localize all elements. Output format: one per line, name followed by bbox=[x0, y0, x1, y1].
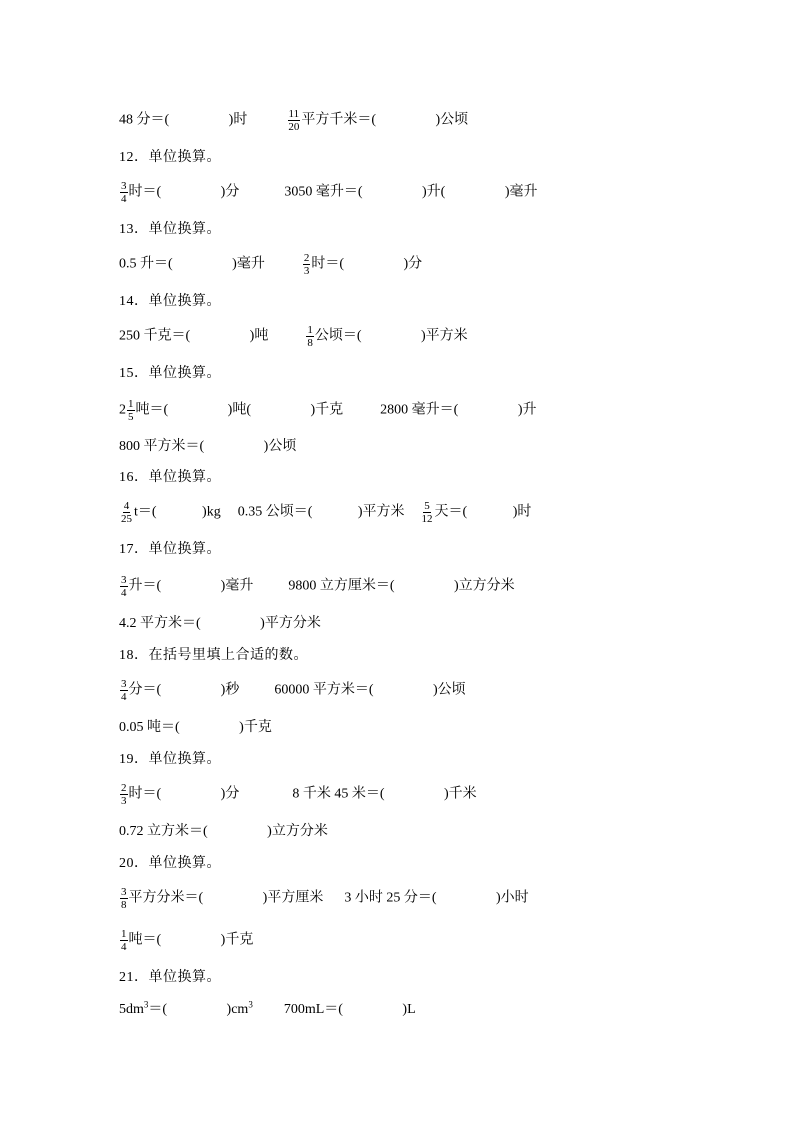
line-text: 700mL＝( )L bbox=[283, 1002, 416, 1017]
line-text: 时＝( )分 bbox=[128, 786, 240, 802]
line-text: 48 分＝( )时 bbox=[119, 112, 248, 128]
question-heading: 15．单位换算。 bbox=[119, 366, 221, 381]
question-heading: 12．单位换算。 bbox=[119, 150, 221, 165]
exercise-line bbox=[119, 398, 536, 423]
line-text: 平方千米＝( )公顷 bbox=[301, 112, 469, 128]
fraction: $\frac{3}{4}$ bbox=[121, 678, 127, 703]
line-text: 0.5 升＝( )毫升 bbox=[119, 256, 265, 272]
fraction: $\frac{2}{3}$ bbox=[303, 252, 310, 277]
fraction: $\frac{1}{5}$ bbox=[128, 398, 134, 423]
fraction: $\frac{2}{3}$ bbox=[121, 782, 127, 807]
exercise-line bbox=[119, 252, 422, 277]
question-heading: 18．在括号里填上合适的数。 bbox=[119, 648, 308, 663]
line-text: 吨＝( )吨( )千克 bbox=[135, 402, 344, 418]
question-heading: 16．单位换算。 bbox=[119, 470, 221, 485]
line-text: 分＝( )秒 bbox=[128, 682, 240, 698]
line-text: 升＝( )毫升 bbox=[128, 578, 254, 594]
exercise-line bbox=[119, 998, 416, 1018]
exercise-line: 0.72 立方米＝( )立方分米 bbox=[119, 824, 328, 839]
fraction: $\frac{3}{4}$ bbox=[121, 180, 127, 205]
line-text: 60000 平方米＝( )公顷 bbox=[274, 682, 466, 698]
fraction: $\frac{3}{8}$ bbox=[121, 886, 127, 911]
line-text: 5dm bbox=[119, 1002, 144, 1017]
mixed-number-whole: 2 bbox=[119, 402, 126, 418]
fraction: $\frac{3}{4}$ bbox=[121, 574, 127, 599]
line-text: 天＝( )时 bbox=[434, 504, 532, 520]
line-text: 0.35 公顷＝( )平方米 bbox=[237, 504, 405, 520]
exercise-line: 800 平方米＝( )公顷 bbox=[119, 439, 297, 454]
line-text: 3 小时 25 分＝( )小时 bbox=[344, 890, 529, 906]
exercise-line bbox=[119, 108, 468, 133]
line-text: 时＝( )分 bbox=[128, 184, 240, 200]
exercise-line: 4.2 平方米＝( )平方分米 bbox=[119, 616, 321, 631]
question-heading: 14．单位换算。 bbox=[119, 294, 221, 309]
question-heading: 13．单位换算。 bbox=[119, 222, 221, 237]
superscript: 3 bbox=[248, 999, 253, 1010]
line-text: ＝( )cm bbox=[148, 1002, 249, 1017]
fraction: $\frac{4}{25}$ bbox=[121, 500, 132, 525]
exercise-line bbox=[119, 928, 253, 953]
question-heading: 21．单位换算。 bbox=[119, 970, 221, 985]
fraction: $\frac{1}{4}$ bbox=[121, 928, 127, 953]
line-text: 公顷＝( )平方米 bbox=[314, 328, 468, 344]
line-text: 平方分米＝( )平方厘米 bbox=[128, 890, 324, 906]
fraction: $\frac{1}{8}$ bbox=[307, 324, 313, 349]
exercise-line bbox=[119, 782, 477, 807]
exercise-line bbox=[119, 500, 531, 525]
question-heading: 17．单位换算。 bbox=[119, 542, 221, 557]
question-heading: 20．单位换算。 bbox=[119, 856, 221, 871]
line-text: t＝( )kg bbox=[134, 504, 221, 520]
fraction: $\frac{5}{12}$ bbox=[421, 500, 433, 525]
line-text: 9800 立方厘米＝( )立方分米 bbox=[288, 578, 515, 594]
line-text: 8 千米 45 米＝( )千米 bbox=[292, 786, 477, 802]
exercise-line bbox=[119, 886, 529, 911]
line-text: 250 千克＝( )吨 bbox=[119, 328, 269, 344]
line-text: 时＝( )分 bbox=[311, 256, 423, 272]
line-text: 吨＝( )千克 bbox=[128, 932, 254, 948]
line-text: 2800 毫升＝( )升 bbox=[380, 402, 537, 418]
exercise-line bbox=[119, 678, 466, 703]
superscript: 3 bbox=[143, 999, 149, 1010]
exercise-line bbox=[119, 180, 537, 205]
exercise-line bbox=[119, 574, 515, 599]
question-heading: 19．单位换算。 bbox=[119, 752, 221, 767]
line-text: 3050 毫升＝( )升( )毫升 bbox=[284, 184, 538, 200]
fraction: $\frac{11}{20}$ bbox=[288, 108, 300, 133]
exercise-line: 0.05 吨＝( )千克 bbox=[119, 720, 272, 735]
exercise-line bbox=[119, 324, 468, 349]
